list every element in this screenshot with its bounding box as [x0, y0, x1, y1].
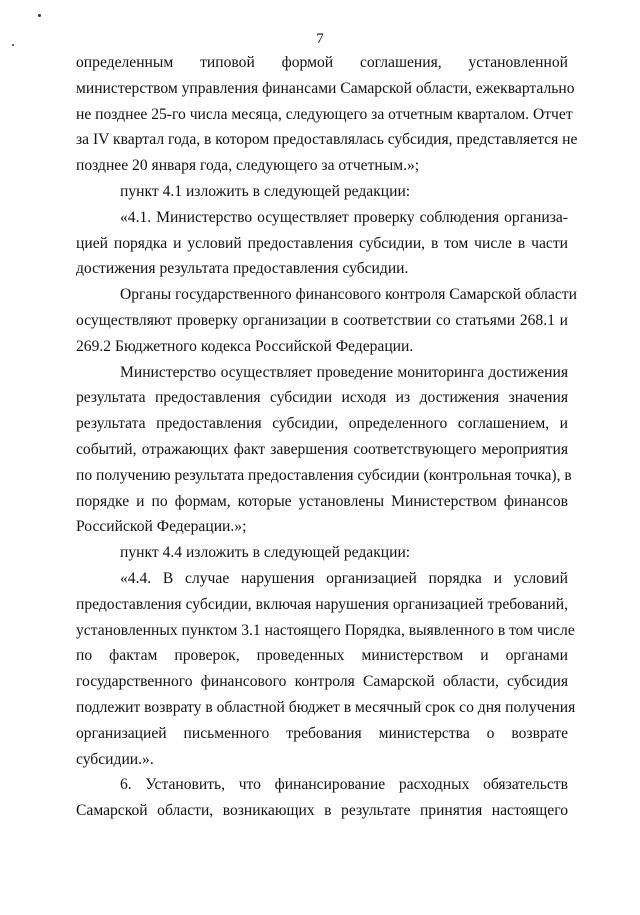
text-line: пункт 4.1 изложить в следующей редакции: [120, 182, 411, 200]
paragraph-item-4-1-text [76, 205, 568, 282]
paragraph-item-6 [76, 772, 568, 824]
text-line: подлежит возврату в областной бюджет в месячный срок со дня получения [76, 698, 576, 716]
text-line: достижения результата предоставления субсидии. [76, 260, 409, 278]
text-line: субсидии.». [76, 750, 154, 768]
text-line: Российской Федерации.»; [76, 518, 247, 536]
paragraph-item-4-4-intro [76, 540, 568, 566]
text-line: результата предоставления субсидии исходя из достижения значения [76, 389, 568, 407]
text-line: осуществляют проверку организации в соответствии со статьями 268.1 и [76, 311, 568, 329]
text-line: «4.4. В случае нарушения организацией порядка и условий [120, 569, 568, 587]
paragraph-report-deadline [76, 50, 578, 179]
text-line: «4.1. Министерство осуществляет проверку соблюдения организа- [120, 208, 568, 226]
paragraph-control-bodies [76, 282, 577, 359]
text-line: цией порядка и условий предоставления субсидии, в том числе в части [76, 234, 568, 252]
text-line: позднее 20 января года, следующего за отчетным.»; [76, 157, 420, 175]
page-number: 7 [316, 31, 324, 47]
document-body [76, 50, 578, 824]
paragraph-item-4-1-intro [76, 179, 568, 205]
text-line: Министерство осуществляет проведение мониторинга достижения [120, 363, 568, 381]
text-line: определенным типовой формой соглашения, установленной [76, 54, 568, 71]
text-line: событий, отражающих факт завершения соответствующего мероприятия [76, 440, 568, 458]
text-line: Самарской области, возникающих в результате принятия настоящего [76, 802, 568, 820]
text-line: по фактам проверок, проведенных министерством и органами [76, 647, 568, 665]
scan-speck [38, 14, 41, 17]
text-line: 269.2 Бюджетного кодекса Российской Федерации. [76, 337, 414, 355]
text-line: министерством управления финансами Самарской области, ежеквартально [76, 79, 575, 97]
paragraph-monitoring [76, 360, 572, 541]
text-line: не позднее 25-го числа месяца, следующего за отчетным кварталом. Отчет [76, 105, 573, 123]
text-line: Органы государственного финансового контроля Самарской области [120, 286, 577, 304]
text-line: 6. Установить, что финансирование расходных обязательств [120, 776, 568, 794]
text-line: порядке и по формам, которые установлены Министерством финансов [76, 492, 568, 510]
text-line: предоставления субсидии, включая нарушения организацией требований, [76, 595, 568, 613]
text-line: государственного финансового контроля Самарской области, субсидия [76, 673, 568, 691]
text-line: по получению результата предоставления субсидии (контрольная точка), в [76, 466, 572, 484]
paragraph-item-4-4-text [76, 566, 576, 772]
text-line: результата предоставления субсидии, определенного соглашением, и [76, 415, 568, 433]
text-line: установленных пунктом 3.1 настоящего Порядка, выявленного в том числе [76, 621, 575, 639]
text-line: за IV квартал года, в котором предоставлялась субсидия, представляется не [76, 131, 578, 149]
text-line: организацией письменного требования министерства о возврате [76, 724, 568, 742]
text-line: пункт 4.4 изложить в следующей редакции: [120, 544, 411, 562]
